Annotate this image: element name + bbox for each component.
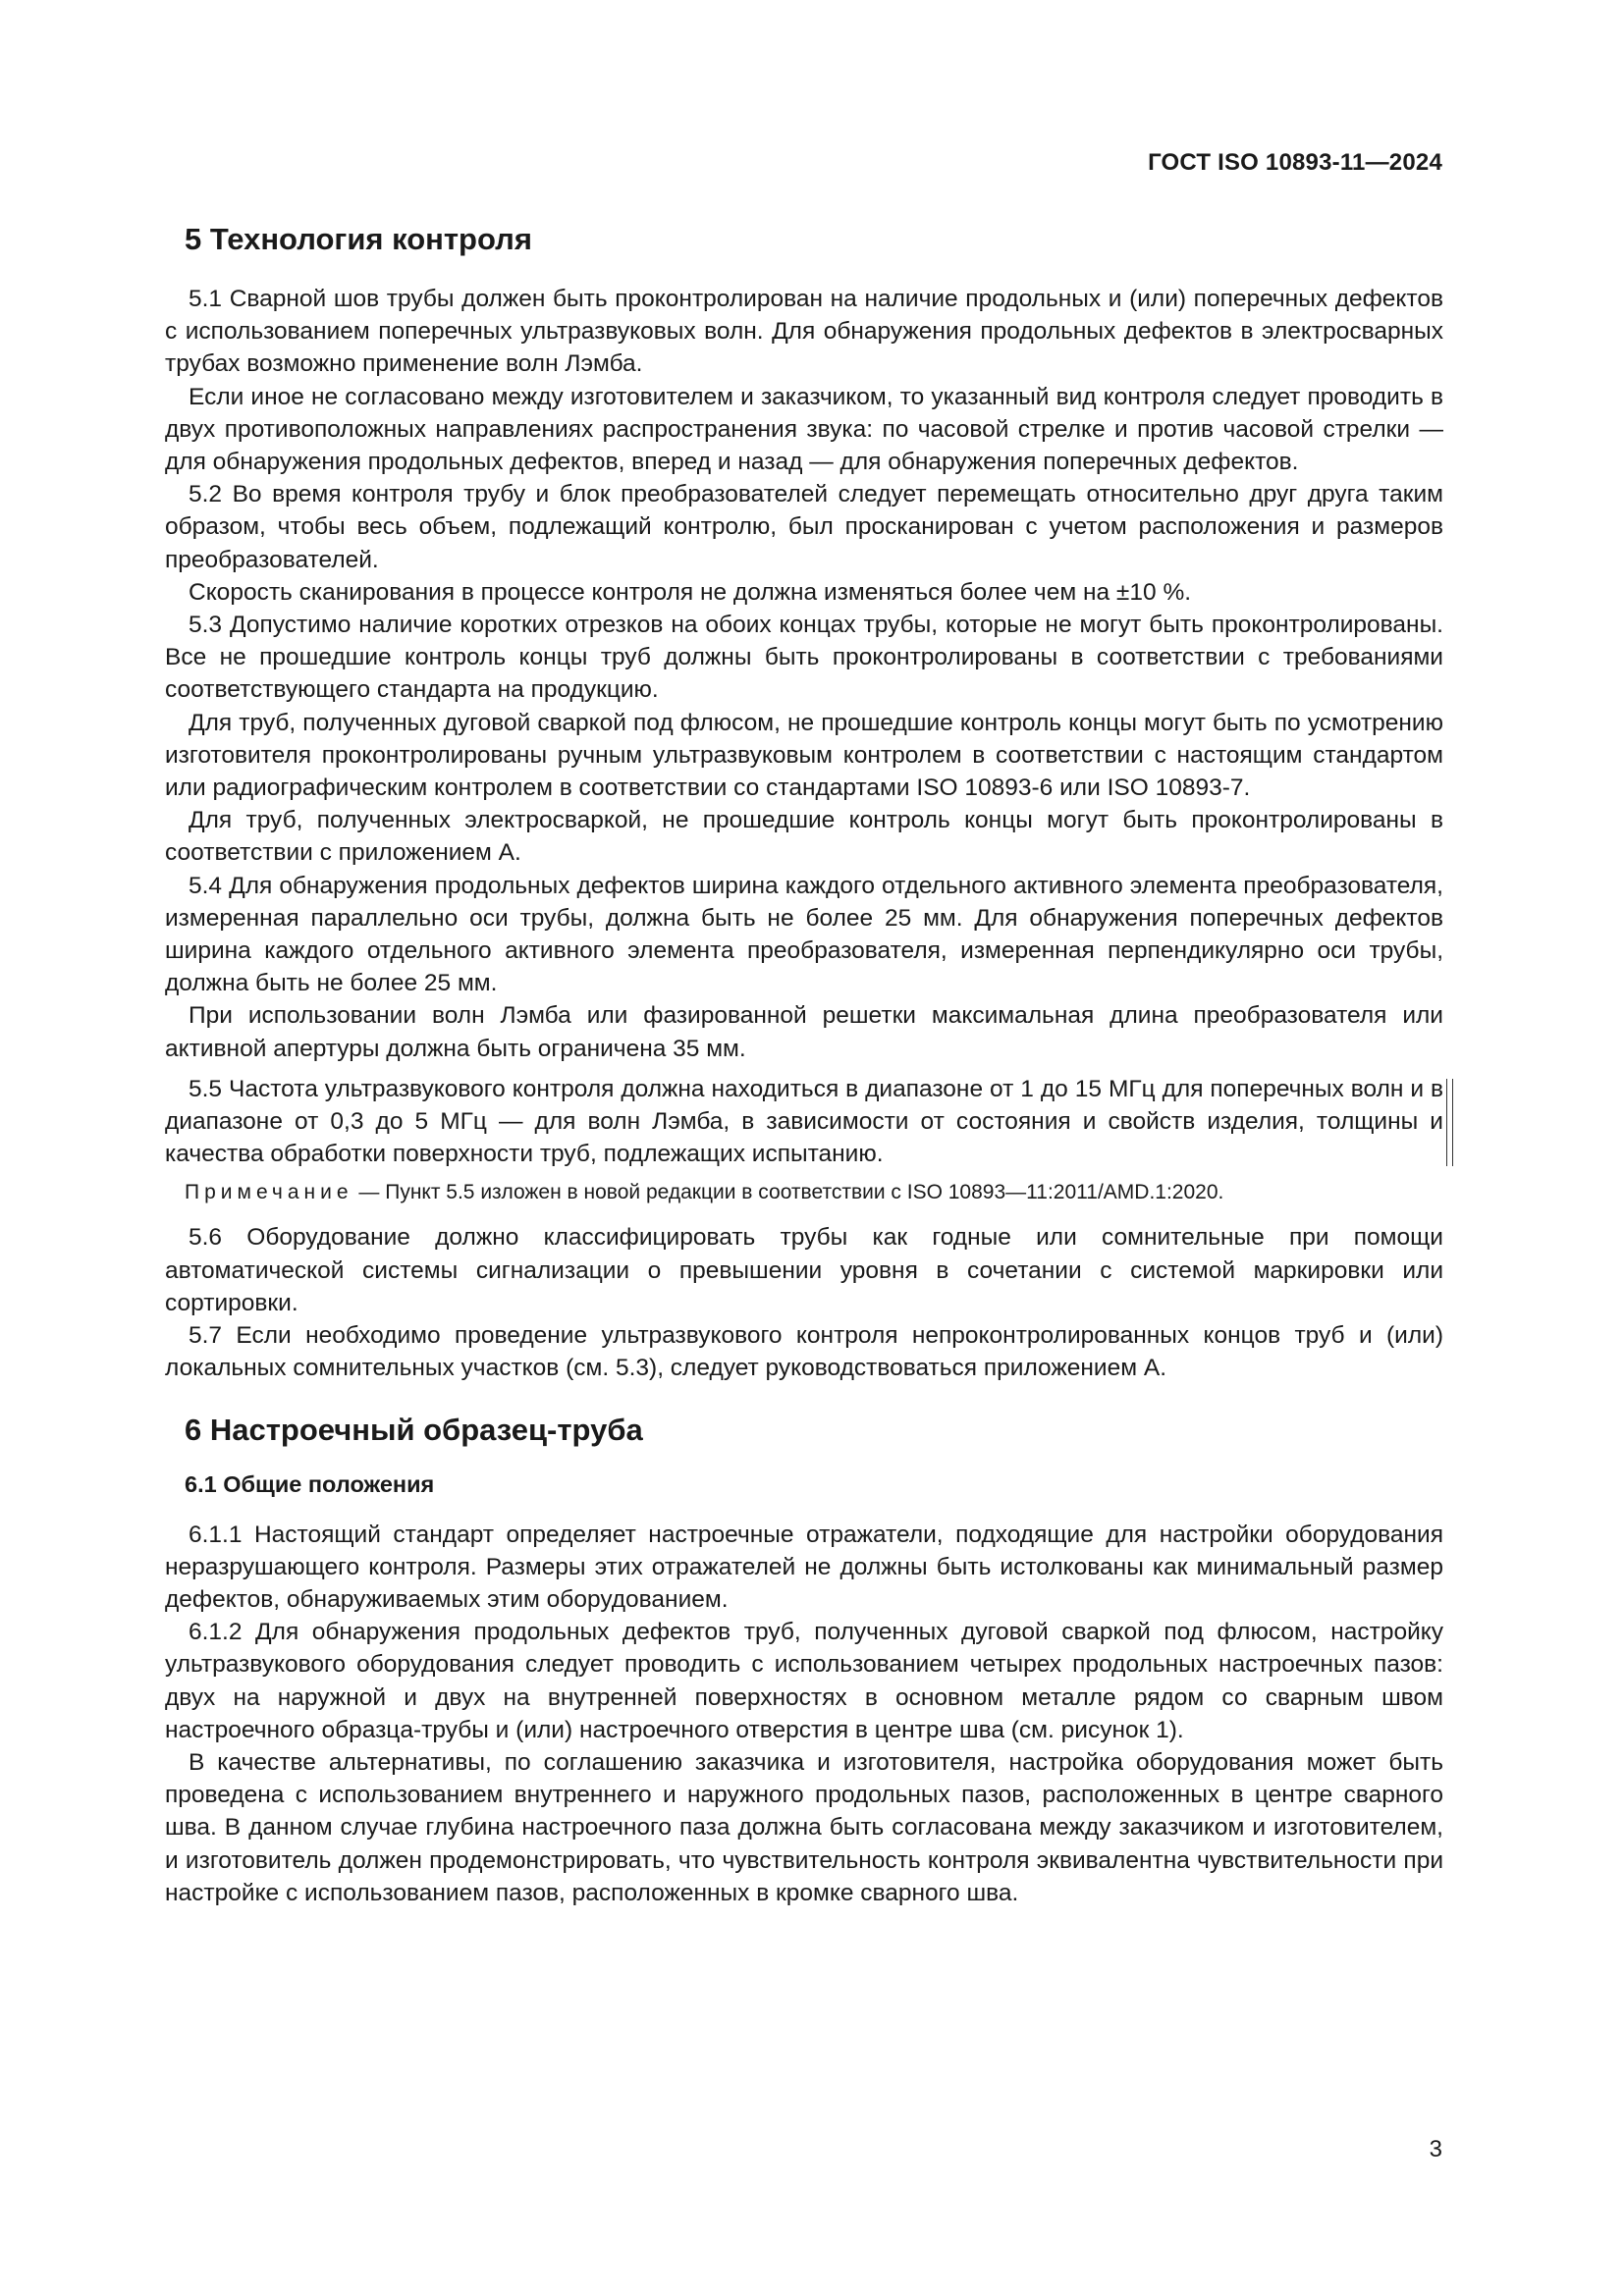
note <box>165 1178 1443 1207</box>
paragraph-5-2-b: Скорость сканирования в процессе контроля не должна изменяться более чем на ±10 %. <box>189 578 1192 606</box>
paragraph-6-1-2-b: В качестве альтернативы, по соглашению заказчика и изготовителя, настройка оборудования может быть проведена с использованием внутреннего и наружного продольных пазов, расположенных в центре сварного шва. В данном случае глубина настроечного паза должна быть согласована между заказчиком и изготовителем, и изготовитель должен продемонстрировать, что чувствительность контроля эквивалентна чувствительности при настройке с использованием пазов, расположенных в кромке сварного шва. <box>165 1748 1443 1906</box>
paragraph-6-1-1: 6.1.1 Настоящий стандарт определяет настроечные отражатели, подходящие для настройки оборудования неразрушающего контроля. Размеры этих отражателей не должны быть истолкованы как минимальный размер дефектов, обнаруживаемых этим оборудованием. <box>165 1521 1443 1613</box>
section-5-title: 5 Технология контроля <box>185 222 532 256</box>
paragraph-5-2: 5.2 Во время контроля трубу и блок преобразователей следует перемещать относительно друг друга таким образом, чтобы весь объем, подлежащий контролю, был просканирован с учетом расположения и размеров преобразователей. <box>165 481 1443 573</box>
revision-bar <box>1446 1079 1453 1167</box>
paragraph-5-1: 5.1 Сварной шов трубы должен быть проконтролирован на наличие продольных и (или) поперечных дефектов с использованием поперечных ультразвуковых волн. Для обнаружения продольных дефектов в электросварных трубах возможно применение волн Лэмба. <box>165 286 1443 378</box>
page-number: 3 <box>1429 2136 1442 2163</box>
note-text: — Пункт 5.5 изложен в новой редакции в соответствии с ISO 10893—11:2011/AMD.1:2020. <box>352 1181 1224 1204</box>
note-label: Примечание <box>185 1181 353 1204</box>
subsection-6-1-title: 6.1 Общие положения <box>185 1470 435 1497</box>
revised-block <box>165 1073 1443 1171</box>
paragraph-5-5: 5.5 Частота ультразвукового контроля должна находиться в диапазоне от 1 до 15 МГц для поперечных волн и в диапазоне от 0,3 до 5 МГц — для волн Лэмба, в зависимости от состояния и свойств изделия, толщины и качества обработки поверхности труб, подлежащих испытанию. <box>165 1075 1443 1168</box>
paragraph-5-3: 5.3 Допустимо наличие коротких отрезков на обоих концах трубы, которые не могут быть проконтролированы. Все не прошедшие контроль концы труб должны быть проконтролированы в соответствии с требованиями соответствующего стандарта на продукцию. <box>165 612 1443 704</box>
paragraph-5-6: 5.6 Оборудование должно классифицировать трубы как годные или сомнительные при помощи автоматической системы сигнализации о превышении уровня в сочетании с системой маркировки или сортировки. <box>165 1224 1443 1316</box>
section-6-title: 6 Настроечный образец-труба <box>185 1412 643 1447</box>
paragraph-5-1-b: Если иное не согласовано между изготовителем и заказчиком, то указанный вид контроля следует проводить в двух противоположных направлениях распространения звука: по часовой стрелке и против часовой стрелки — для обнаружения продольных дефектов, вперед и назад — для обнаружения поперечных дефектов. <box>165 383 1443 476</box>
paragraph-5-7: 5.7 Если необходимо проведение ультразвукового контроля непроконтролированных концов труб и (или) локальных сомнительных участков (см. 5.3), следует руководствоваться приложением А. <box>165 1322 1443 1382</box>
paragraph-6-1-2: 6.1.2 Для обнаружения продольных дефектов труб, полученных дуговой сваркой под флюсом, настройку ультразвукового оборудования следует проводить с использованием четырех продольных настроечных пазов: двух на наружной и двух на внутренней поверхностях в основном металле рядом со сварным швом настроечного образца-трубы и (или) настроечного отверстия в центре шва (см. рисунок 1). <box>165 1619 1443 1743</box>
paragraph-5-4: 5.4 Для обнаружения продольных дефектов ширина каждого отдельного активного элемента преобразователя, измеренная параллельно оси трубы, должна быть не более 25 мм. Для обнаружения поперечных дефектов ширина каждого отдельного активного элемента преобразователя, измеренная перпендикулярно оси трубы, должна быть не более 25 мм. <box>165 872 1443 997</box>
document-code: ГОСТ ISO 10893-11—2024 <box>1148 149 1442 176</box>
page-content <box>165 222 1443 1909</box>
paragraph-5-3-b: Для труб, полученных дуговой сваркой под флюсом, не прошедшие контроль концы могут быть по усмотрению изготовителя проконтролированы ручным ультразвуковым контролем в соответствии с настоящим стандартом или радиографическим контролем в соответствии со стандартами ISO 10893-6 или ISO 10893-7. <box>165 709 1443 802</box>
paragraph-5-4-b: При использовании волн Лэмба или фазированной решетки максимальная длина преобразователя или активной апертуры должна быть ограничена 35 мм. <box>165 1002 1443 1062</box>
paragraph-5-3-c: Для труб, полученных электросваркой, не прошедшие контроль концы могут быть проконтролированы в соответствии с приложением А. <box>165 807 1443 867</box>
